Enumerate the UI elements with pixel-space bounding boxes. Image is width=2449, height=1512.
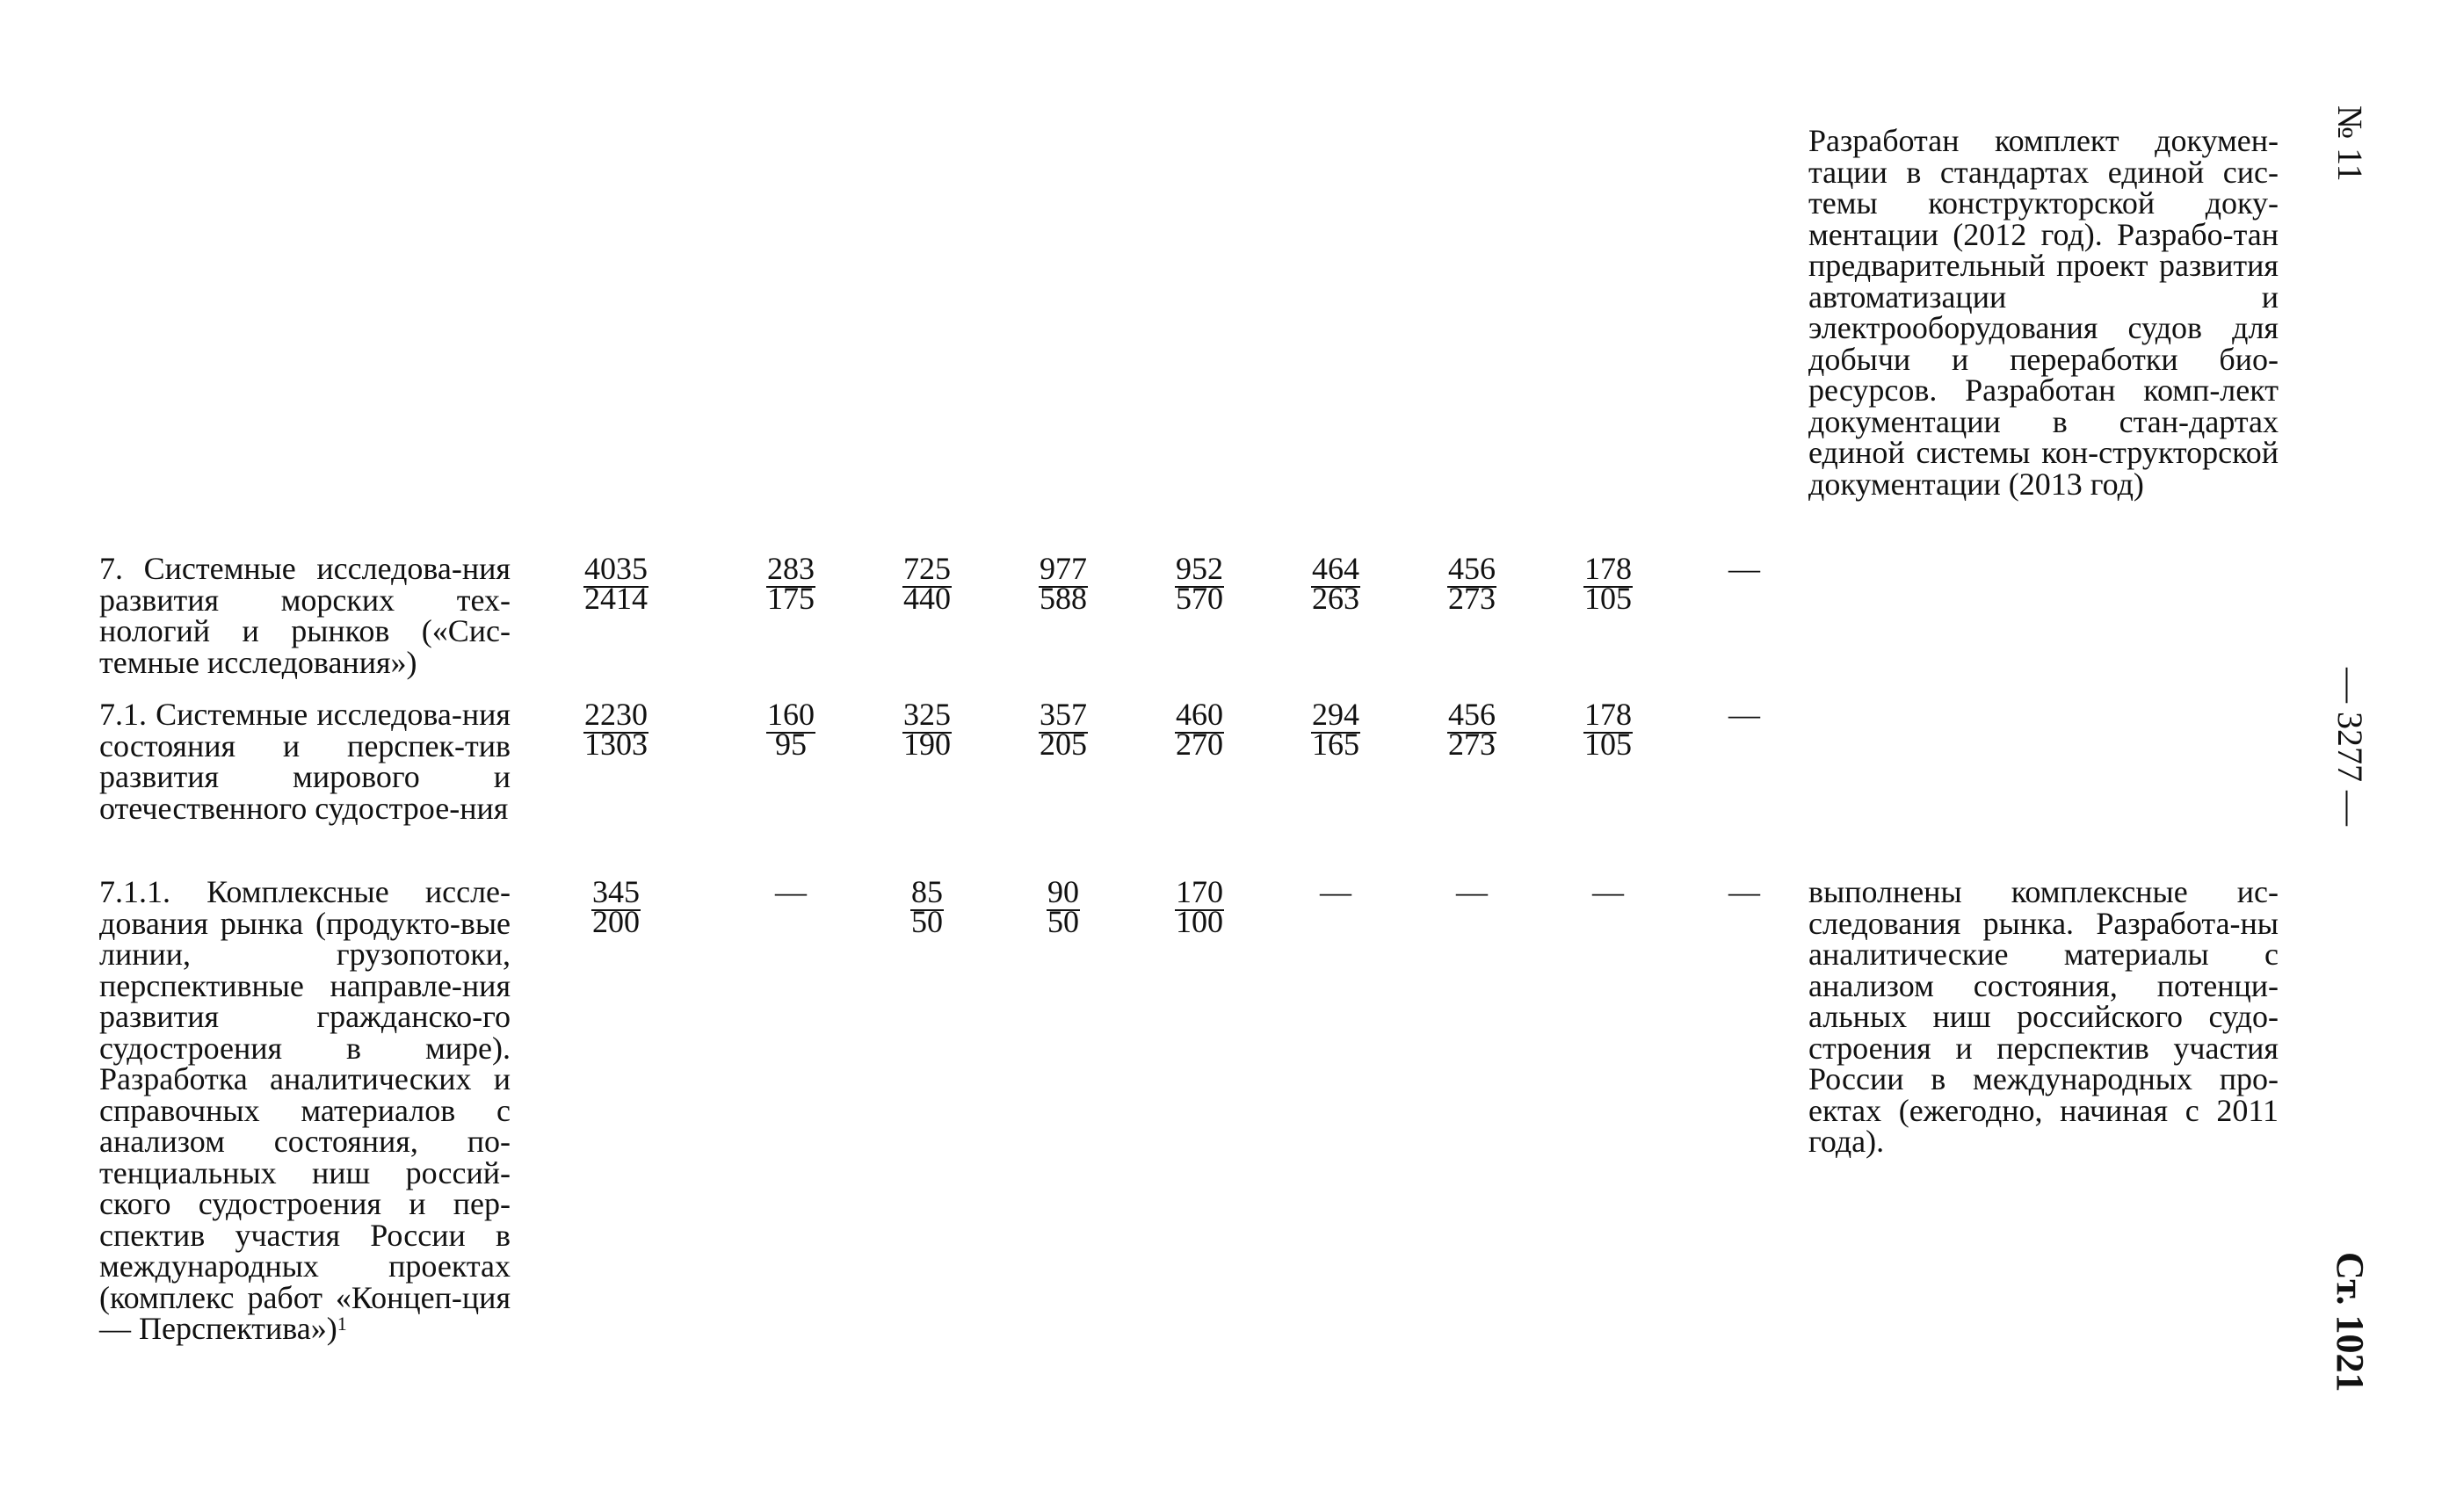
result-text-continued: Разработан комплект докумен-тации в стандартах единой сис-темы конструкторской доку-ментации (2012 год). Разрабо-тан предварительный проект развития автоматизации и электрооборудования судов для добычи и переработки био-ресурсов. Разработан комп-лект документации в стан-дартах единой системы кон-структорской документации (2013 год) [1808, 123, 2279, 502]
value-cell: 178 105 [1584, 697, 1632, 762]
dash-cell: — [775, 874, 807, 909]
value-cell: 2230 1303 [584, 697, 648, 762]
value-cell: 977 588 [1040, 551, 1087, 616]
value-cell: 294 165 [1312, 697, 1359, 762]
value-cell: 160 95 [767, 697, 815, 762]
dash-cell: — [1728, 697, 1760, 732]
value-cell: 460 270 [1176, 697, 1223, 762]
value-cell: 456 273 [1448, 551, 1496, 616]
value-cell: 90 50 [1047, 874, 1079, 939]
page-number: — 3277 — [2330, 668, 2370, 826]
row-label-7-1: 7.1. Системные исследова-ния состояния и перспек-тив развития мирового и отечественного судострое-ния [99, 697, 511, 826]
value-cell: 464 263 [1312, 551, 1359, 616]
dash-cell: — [1728, 551, 1760, 586]
value-cell: 170 100 [1176, 874, 1223, 939]
value-cell: 357 205 [1040, 697, 1087, 762]
value-cell: 283 175 [767, 551, 815, 616]
dash-cell: — [1320, 874, 1351, 909]
dash-cell: — [1592, 874, 1624, 909]
row-label-text: 7.1.1. Комплексные иссле-дования рынка (продукто-вые линии, грузопотоки, перспективные направле-ния развития гражданско-го судостроения в мире). Разработка аналитических и справочных материалов с анализом состояния, по-тенциальных ниш россий-ского судостроения и пер-спектив участия России в международных проектах (комплекс работ «Концеп-ция — Перспектива») [99, 874, 511, 1346]
column-reference: Ст. 1021 [2329, 1252, 2372, 1393]
value-cell: 456 273 [1448, 697, 1496, 762]
result-text: выполнены комплексные ис-следования рынка. Разработа-ны аналитические материалы с анализом состояния, потенци-альных ниш российского судо-строения и перспектив участия России в международных про-ектах (ежегодно, начиная с 2011 года). [1808, 874, 2279, 1159]
row-label-7-1-1 [99, 874, 511, 1346]
value-cell: 85 50 [911, 874, 943, 939]
value-cell: 325 190 [903, 697, 951, 762]
value-cell: 725 440 [903, 551, 951, 616]
value-cell: 345 200 [592, 874, 640, 939]
row-label-7: 7. Системные исследова-ния развития морских тех-нологий и рынков («Сис-темные исследования») [99, 551, 511, 680]
footnote-mark: 1 [337, 1313, 347, 1335]
issue-number: № 11 [2330, 105, 2370, 182]
dash-cell: — [1728, 874, 1760, 909]
dash-cell: — [1456, 874, 1488, 909]
value-cell: 4035 2414 [584, 551, 648, 616]
value-cell: 178 105 [1584, 551, 1632, 616]
value-cell: 952 570 [1176, 551, 1223, 616]
